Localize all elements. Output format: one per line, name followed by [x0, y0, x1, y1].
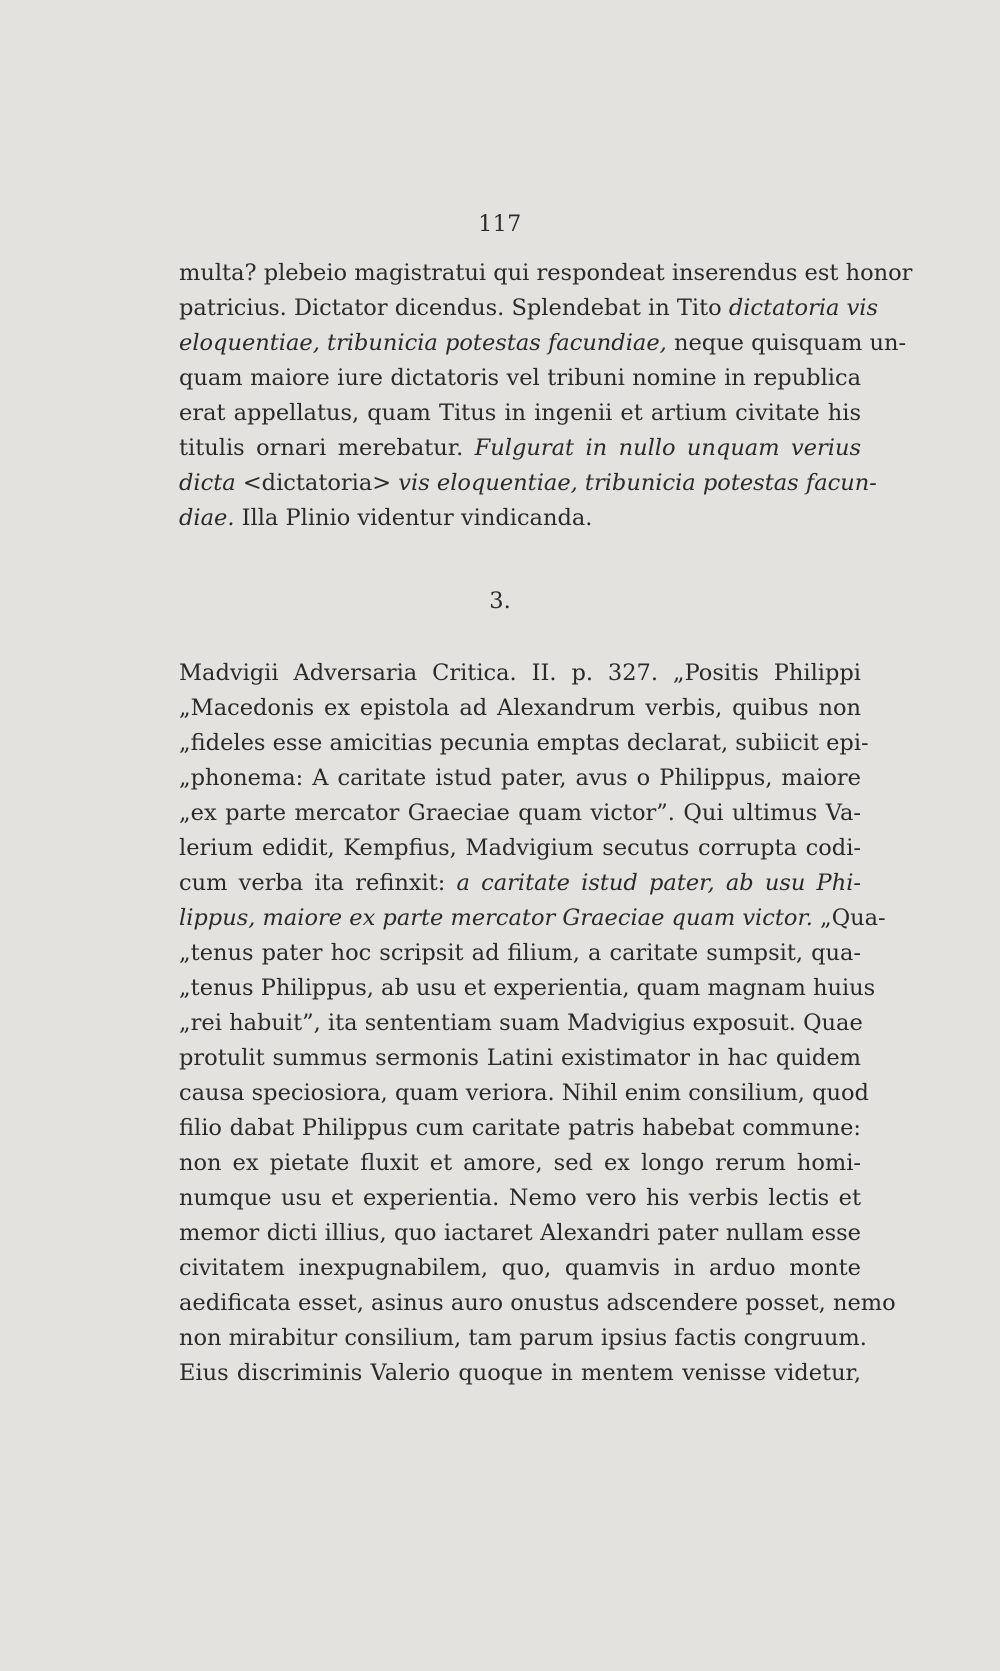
text-segment: protulit summus sermonis Latini existimator in hac quidem — [179, 1045, 861, 1071]
text-line — [179, 1286, 896, 1321]
text-line — [179, 1216, 861, 1251]
italic-text: vis eloquentiae, tribunicia potestas facun- — [398, 470, 877, 496]
text-segment: „rei habuit”, ita sententiam suam Madvigius exposuit. Quae — [179, 1010, 863, 1036]
text-segment: „Macedonis ex epistola ad Alexandrum verbis, quibus non — [179, 695, 861, 721]
text-segment: „tenus pater hoc scripsit ad filium, a caritate sumpsit, qua- — [179, 940, 861, 966]
text-line — [179, 1111, 861, 1146]
text-segment: Eius discriminis Valerio quoque in mentem venisse videtur, — [179, 1360, 861, 1386]
text-line — [179, 866, 861, 901]
text-line — [179, 1251, 861, 1286]
text-segment: causa speciosiora, quam veriora. Nihil enim consilium, quod — [179, 1080, 869, 1106]
text-segment: multa? plebeio magistratui qui respondeat inserendus est honor — [179, 260, 913, 286]
paragraph-2 — [179, 656, 896, 1391]
text-segment: quam maiore iure dictatoris vel tribuni nomine in republica — [179, 365, 861, 391]
text-segment: lerium edidit, Kempfius, Madvigium secutus corrupta codi- — [179, 835, 861, 861]
text-line — [179, 501, 861, 536]
page-number: 117 — [478, 212, 522, 237]
text-line — [179, 291, 879, 326]
italic-text: dictatoria vis — [728, 295, 879, 321]
text-line — [179, 361, 861, 396]
text-segment: „ex parte mercator Graeciae quam victor”. Qui ultimus Va- — [179, 800, 861, 826]
text-line — [179, 1181, 861, 1216]
text-segment: Madvigii Adversaria Critica. II. p. 327. „Positis Philippi — [179, 660, 861, 686]
text-segment: titulis ornari merebatur. — [179, 435, 475, 461]
text-segment: numque usu et experientia. Nemo vero his verbis lectis et — [179, 1185, 861, 1211]
text-segment: cum verba ita refinxit: — [179, 870, 457, 896]
italic-text: lippus, maiore ex parte mercator Graeciae quam victor. — [179, 905, 813, 931]
italic-text: diae. — [179, 505, 235, 531]
italic-text: Fulgurat in nullo unquam verius — [474, 435, 861, 461]
text-line — [179, 1041, 861, 1076]
text-line — [179, 656, 861, 691]
italic-text: a caritate istud pater, ab usu Phi- — [456, 870, 861, 896]
text-line — [179, 466, 877, 501]
text-segment: <dictatoria> — [235, 470, 399, 496]
text-segment: non mirabitur consilium, tam parum ipsius factis congruum. — [179, 1325, 867, 1351]
section-number: 3. — [489, 588, 511, 614]
text-segment: „fideles esse amicitias pecunia emptas declarat, subiicit epi- — [179, 730, 869, 756]
text-line — [179, 761, 861, 796]
paragraph-1 — [179, 256, 913, 536]
text-line — [179, 796, 861, 831]
text-segment: „tenus Philippus, ab usu et experientia, quam magnam huius — [179, 975, 876, 1001]
italic-text: eloquentiae, tribunicia potestas facundiae, — [179, 330, 667, 356]
text-segment: memor dicti illius, quo iactaret Alexandri pater nullam esse — [179, 1220, 861, 1246]
text-line — [179, 1076, 869, 1111]
text-line — [179, 901, 886, 936]
text-line — [179, 1146, 861, 1181]
text-line — [179, 726, 869, 761]
italic-text: dicta — [179, 470, 236, 496]
text-segment: non ex pietate fluxit et amore, sed ex longo rerum homi- — [179, 1150, 861, 1176]
text-segment: neque quisquam un- — [666, 330, 907, 356]
text-segment: patricius. Dictator dicendus. Splendebat in Tito — [179, 295, 729, 321]
text-segment: filio dabat Philippus cum caritate patris habebat commune: — [179, 1115, 861, 1141]
text-segment: „Qua- — [812, 905, 886, 931]
text-line — [179, 1006, 861, 1041]
text-line — [179, 971, 876, 1006]
text-segment: aedificata esset, asinus auro onustus adscendere posset, nemo — [179, 1290, 896, 1316]
text-line — [179, 1321, 867, 1356]
text-segment: erat appellatus, quam Titus in ingenii et artium civitate his — [179, 400, 861, 426]
text-line — [179, 326, 907, 361]
text-segment: „phonema: A caritate istud pater, avus o Philippus, maiore — [179, 765, 861, 791]
text-line — [179, 691, 861, 726]
text-segment: civitatem inexpugnabilem, quo, quamvis in arduo monte — [179, 1255, 861, 1281]
text-line — [179, 396, 861, 431]
text-line — [179, 936, 861, 971]
text-segment: Illa Plinio videntur vindicanda. — [234, 505, 593, 531]
text-line — [179, 256, 913, 291]
text-line — [179, 1356, 861, 1391]
text-line — [179, 831, 861, 866]
text-line — [179, 431, 861, 466]
